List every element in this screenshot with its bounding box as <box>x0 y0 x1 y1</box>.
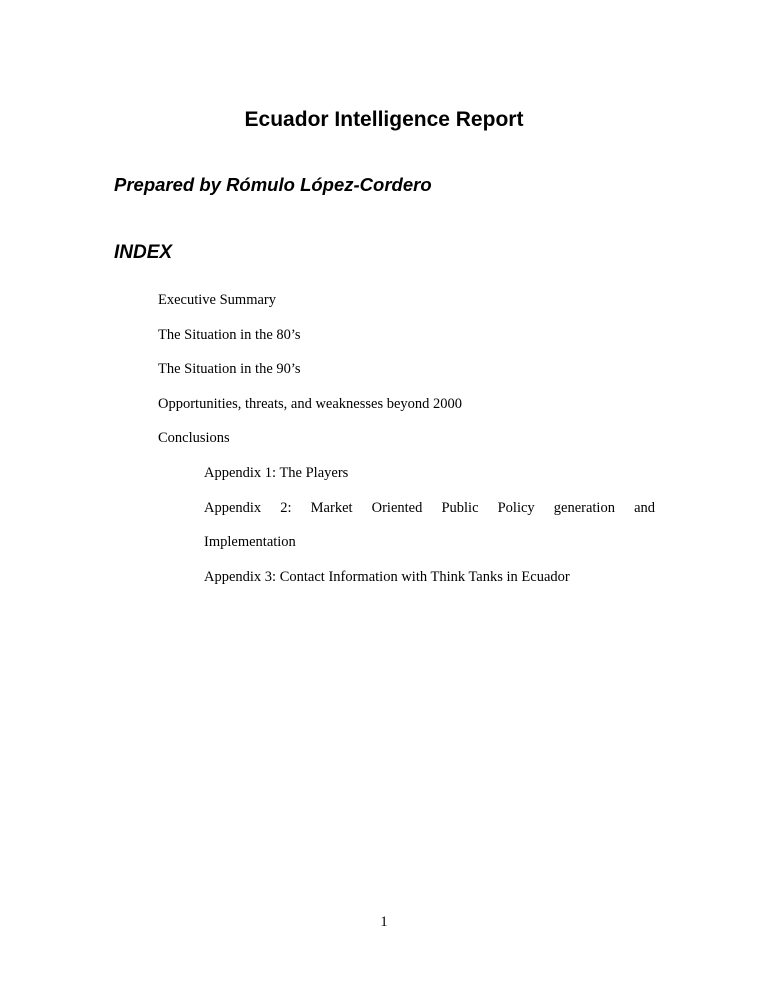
index-item-appendix-1: Appendix 1: The Players <box>204 465 349 481</box>
author-line: Prepared by Rómulo López-Cordero <box>114 174 432 195</box>
index-item-executive-summary: Executive Summary <box>158 292 276 308</box>
index-heading: INDEX <box>114 242 173 263</box>
index-item-conclusions: Conclusions <box>158 430 230 446</box>
appendix-2-word: 2: <box>280 500 292 516</box>
appendix-2-word: Market <box>310 500 353 516</box>
appendix-2-word: Appendix <box>204 500 262 516</box>
appendix-2-word: and <box>634 500 655 516</box>
appendix-2-word: Oriented <box>371 500 423 516</box>
page-number: 1 <box>380 914 388 930</box>
appendix-2-word: Policy <box>497 500 535 516</box>
index-item-appendix-2-line-1 <box>204 498 655 518</box>
index-item-situation-90s: The Situation in the 90’s <box>158 361 301 377</box>
index-item-appendix-2-line-2: Implementation <box>204 534 296 550</box>
index-item-appendix-3: Appendix 3: Contact Information with Think Tanks in Ecuador <box>204 569 570 585</box>
index-item-opportunities: Opportunities, threats, and weaknesses beyond 2000 <box>158 396 463 412</box>
appendix-2-word: Public <box>441 500 479 516</box>
appendix-2-word: generation <box>553 500 615 516</box>
index-item-situation-80s: The Situation in the 80’s <box>158 327 301 343</box>
report-title: Ecuador Intelligence Report <box>244 108 524 131</box>
